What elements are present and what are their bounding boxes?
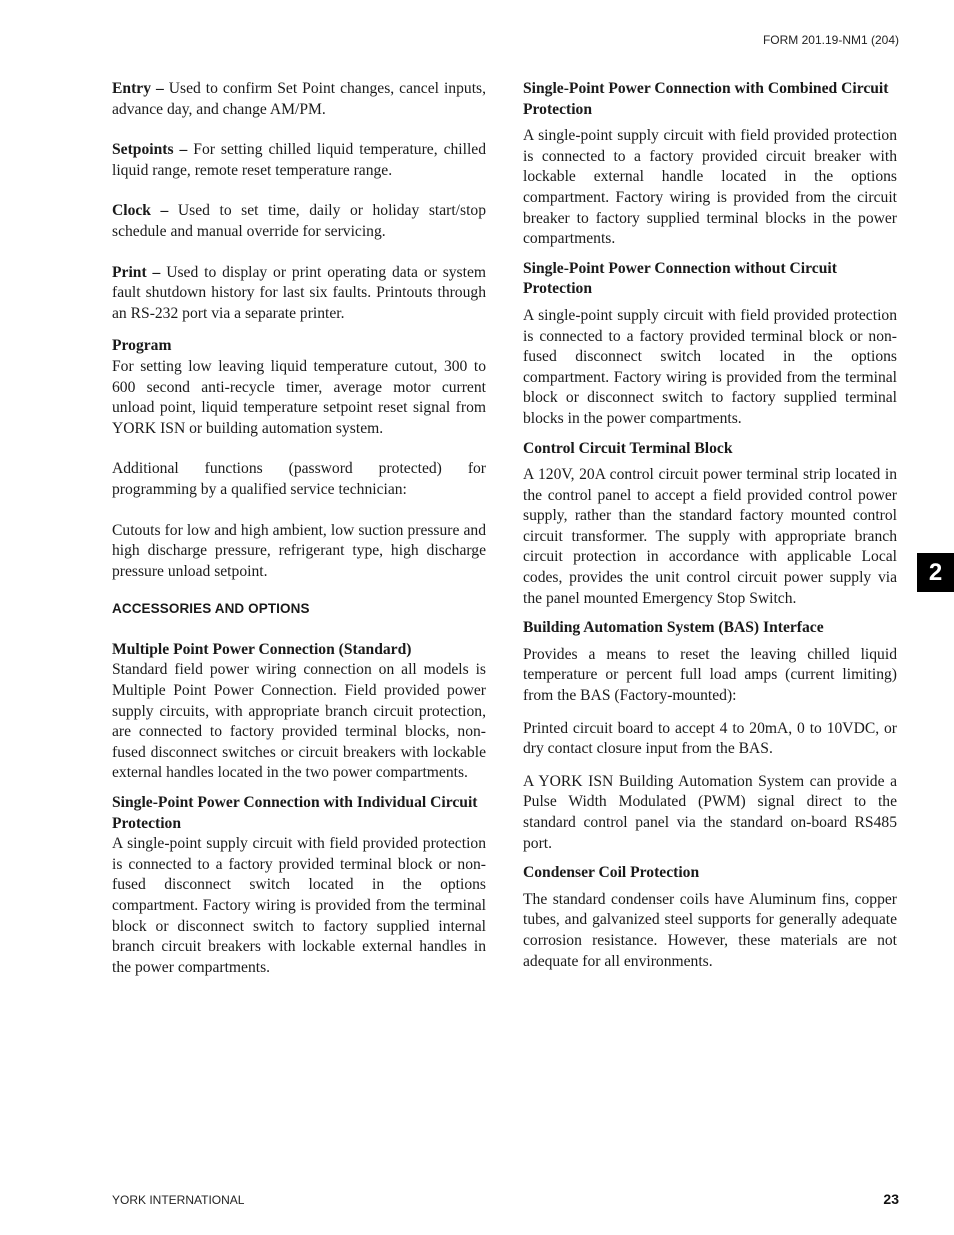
setpoints-term: Setpoints – xyxy=(112,141,188,159)
control-circuit-text: A 120V, 20A control circuit power terminal strip located in the control panel to accept a field provided control power supply, rather than the standard factory mounted control circuit transformer. The supply with appropriate branch circuit protection in accordance with applicable Local codes, provides the unit control circuit power supply via the panel mounted Emergency Stop Switch. xyxy=(523,466,897,607)
control-circuit-heading: Control Circuit Terminal Block xyxy=(523,439,733,457)
print-paragraph xyxy=(112,263,486,325)
entry-paragraph xyxy=(112,79,486,120)
multiple-point-heading: Multiple Point Power Connection (Standard) xyxy=(112,640,412,658)
footer-company: YORK INTERNATIONAL xyxy=(112,1193,245,1207)
left-column xyxy=(112,79,486,978)
program-heading: Program xyxy=(112,337,172,355)
page-number: 23 xyxy=(883,1191,899,1207)
right-column xyxy=(523,79,897,972)
print-term: Print – xyxy=(112,263,161,281)
print-text: Used to display or print operating data or system fault shutdown history for last six faults. Printouts through an RS-232 port via a separate printer. xyxy=(112,263,487,322)
accessories-heading: ACCESSORIES AND OPTIONS xyxy=(112,601,310,617)
clock-term: Clock – xyxy=(112,202,169,220)
clock-text: Used to set time, daily or holiday start/stop schedule and manual override for servicing. xyxy=(112,202,486,240)
section-tab: 2 xyxy=(917,553,954,592)
entry-text: Used to confirm Set Point changes, cancel inputs, advance day, and change AM/PM. xyxy=(112,80,486,118)
condenser-text: The standard condenser coils have Aluminum fins, copper tubes, and galvanized steel supports for generally adequate corrosion resistance. However, these materials are not adequate for all environments. xyxy=(523,890,897,970)
multiple-point-text: Standard field power wiring connection on all models is Multiple Point Power Connection. Field provided power supply circuits, with appropriate branch circuit protection, are connected to factory provided terminal blocks, non-fused disconnect switches or circuit breakers with lockable external handles located in the two power compartments. xyxy=(112,661,486,782)
bas-text-1: Provides a means to reset the leaving chilled liquid temperature or percent full load amps (current limiting) from the BAS (Factory-mounted): xyxy=(523,645,897,705)
single-point-without-heading: Single-Point Power Connection without Circuit Protection xyxy=(523,259,837,298)
entry-term: Entry – xyxy=(112,80,164,97)
bas-text-3: A YORK ISN Building Automation System can provide a Pulse Width Modulated (PWM) signal direct to the standard control panel via the standard on-board RS485 port. xyxy=(523,772,897,852)
setpoints-paragraph xyxy=(112,140,486,181)
condenser-heading: Condenser Coil Protection xyxy=(523,864,700,882)
single-point-individual-heading: Single-Point Power Connection with Individual Circuit Protection xyxy=(112,794,478,832)
single-point-without-text: A single-point supply circuit with field provided protection is connected to a factory provided terminal block or non-fused disconnect switch located in the options compartment. Factory wiring is provided from the terminal block or disconnect switch to factory supplied terminal blocks in the power compartments. xyxy=(523,306,897,427)
bas-heading: Building Automation System (BAS) Interface xyxy=(523,619,824,637)
additional-functions-text: Additional functions (password protected) for programming by a qualified service technician: xyxy=(112,460,486,498)
single-point-combined-heading: Single-Point Power Connection with Combined Circuit Protection xyxy=(523,80,889,118)
clock-paragraph xyxy=(112,201,486,242)
bas-text-2: Printed circuit board to accept 4 to 20mA, 0 to 10VDC, or dry contact closure input from the BAS. xyxy=(523,719,897,758)
setpoints-text: For setting chilled liquid temperature, chilled liquid range, remote reset temperature range. xyxy=(112,141,486,179)
cutouts-text: Cutouts for low and high ambient, low suction pressure and high discharge pressure, refrigerant type, high discharge pressure unload setpoint. xyxy=(112,521,486,580)
single-point-individual-text: A single-point supply circuit with field provided protection is connected to a factory provided terminal block or non-fused disconnect switch located in the options compartment. Factory wiring is provided from the terminal block or disconnect switch to factory supplied internal branch circuit breakers with lockable external handles in the power compartments. xyxy=(112,835,486,976)
single-point-combined-text: A single-point supply circuit with field provided protection is connected to a factory provided circuit breaker with lockable external handle located in the options compartment. Factory wiring is provided from the circuit breaker to factory supplied terminal blocks in the power compartments. xyxy=(523,127,897,248)
form-number: FORM 201.19-NM1 (204) xyxy=(762,33,899,47)
program-text: For setting low leaving liquid temperature cutout, 300 to 600 second anti-recycle timer, average motor current unload point, liquid temperature setpoint reset signal from YORK ISN or building automation system. xyxy=(112,357,486,437)
